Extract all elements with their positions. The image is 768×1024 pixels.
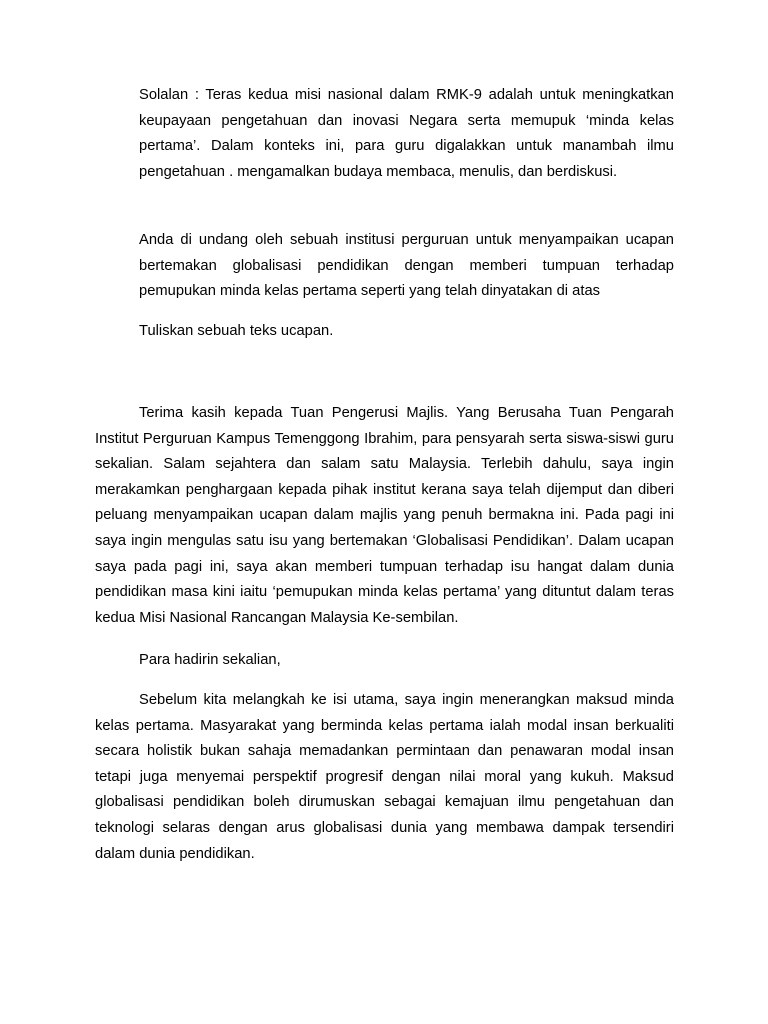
speech-opening-paragraph: Terima kasih kepada Tuan Pengerusi Majlis. Yang Berusaha Tuan Pengarah Institut Perguruan Kampus Temenggong Ibrahim, para pensyarah serta siswa-siswi guru sekalian. Salam sejahtera dan salam satu Malaysia. Terlebih dahulu, saya ingin merakamkan penghargaan kepada pihak institut kerana saya telah dijemput dan diberi peluang menyampaikan ucapan dalam majlis yang penuh bermakna ini. Pada pagi ini saya ingin mengulas satu isu yang bertemakan ‘Globalisasi Pendidikan’. Dalam ucapan saya pada pagi ini, saya akan memberi tumpuan terhadap isu hangat dalam dunia pendidikan masa kini iaitu ‘pemupukan minda kelas pertama’ yang dituntut dalam teras kedua Misi Nasional Rancangan Malaysia Ke-sembilan. xyxy=(95,405,674,626)
speech-body-paragraph-1: Sebelum kita melangkah ke isi utama, saya ingin menerangkan maksud minda kelas pertama. Masyarakat yang berminda kelas pertama ialah modal insan berkualiti secara holistik bukan sahaja memadankan permintaan dan penawaran modal insan tetapi juga menyemai perspektif progresif dengan nilai moral yang kukuh. Maksud globalisasi pendidikan boleh dirumuskan sebagai kemajuan ilmu pengetahuan dan teknologi selaras dengan arus globalisasi dunia yang membawa dampak tersendiri dalam dunia pendidikan. xyxy=(95,692,674,862)
speech-opening-block xyxy=(95,401,674,631)
question-paragraph-3-block xyxy=(139,319,674,345)
question-paragraph-1-block xyxy=(139,83,674,185)
question-instruction: Tuliskan sebuah teks ucapan. xyxy=(139,323,334,339)
speech-body-block xyxy=(95,688,674,867)
question-paragraph-1: Solalan : Teras kedua misi nasional dalam RMK-9 adalah untuk meningkatkan keupayaan pengetahuan dan inovasi Negara serta memupuk ‘minda kelas pertama’. Dalam konteks ini, para guru digalakkan untuk manambah ilmu pengetahuan . mengamalkan budaya membaca, menulis, dan berdiskusi. xyxy=(139,87,674,180)
speech-greeting-block xyxy=(139,648,674,674)
speech-greeting: Para hadirin sekalian, xyxy=(139,652,281,668)
question-paragraph-2-block xyxy=(139,228,674,305)
question-paragraph-2: Anda di undang oleh sebuah institusi perguruan untuk menyampaikan ucapan bertemakan globalisasi pendidikan dengan memberi tumpuan terhadap pemupukan minda kelas pertama seperti yang telah dinyatakan di atas xyxy=(139,232,674,300)
